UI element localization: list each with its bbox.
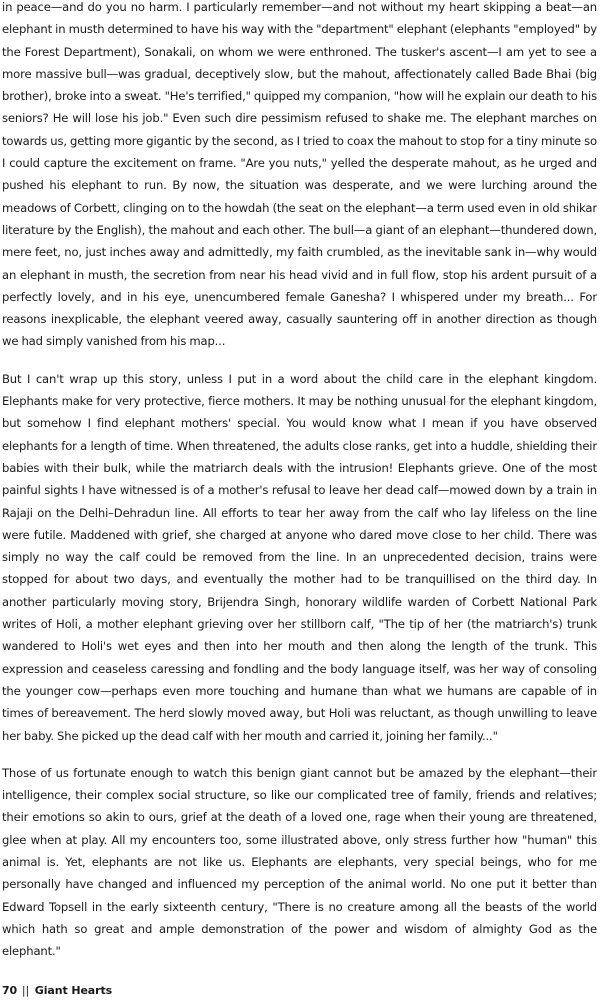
footer-separator: || xyxy=(21,984,30,997)
page-footer xyxy=(2,984,112,997)
body-paragraph-2: But I can't wrap up this story, unless I put in a word about the child care in the elephant kingdom. Elephants make for very protective, fierce mothers. It may be nothing unusual for the elephant kingdom, but somehow I find elephant mothers' special. You would know what I mean if you have observed elephants for a length of time. When threatened, the adults close ranks, get into a huddle, shielding their babies with their bulk, while the matriarch deals with the intrusion! Elephants grieve. One of the most painful sights I have witnessed is of a mother's refusal to leave her dead calf—mowed down by a train in Rajaji on the Delhi–Dehradun line. All efforts to tear her away from the calf who lay lifeless on the line were futile. Maddened with grief, she charged at anyone who dared move close to her child. There was simply no way the calf could be removed from the line. In an unprecedented decision, trains were stopped for about two days, and eventually the mother had to be tranquillised on the third day. In another particularly moving story, Brijendra Singh, honorary wildlife warden of Corbett National Park writes of Holi, a mother elephant grieving over her stillborn calf, "The tip of her (the matriarch's) trunk wandered to Holi's wet eyes and then into her mouth and then along the length of the trunk. This expression and ceaseless caressing and fondling and the body language itself, was her way of consoling the younger cow—perhaps even more touching and humane than what we humans are capable of in times of bereavement. The herd slowly moved away, but Holi was reluctant, as though unwilling to leave her baby. She picked up the dead calf with her mouth and carried it, joining her family..." xyxy=(2,371,597,743)
body-paragraph-3: Those of us fortunate enough to watch this benign giant cannot but be amazed by the elephant—their intelligence, their complex social structure, so like our complicated tree of family, friends and relatives; their emotions so akin to ours, grief at the death of a loved one, rage when their young are threatened, glee when at play. All my encounters too, some illustrated above, only stress further how "human" this animal is. Yet, elephants are not like us. Elephants are elephants, very special beings, who for me personally have changed and influenced my perception of the animal world. No one put it better than Edward Topsell in the early sixteenth century, "There is no creature among all the beasts of the world which hath so great and ample demonstration of the power and wisdom of almighty God as the elephant." xyxy=(2,765,597,959)
running-title: Giant Hearts xyxy=(34,984,113,997)
page-number: 70 xyxy=(2,984,18,997)
body-paragraph-1: in peace—and do you no harm. I particularly remember—and not without my heart skipping a beat—an elephant in musth determined to have his way with the "department" elephant (elephants "employed" by the Forest Department), Sonakali, on whom we were enthroned. The tusker's ascent—I am yet to see a more massive bull—was gradual, deceptively slow, but the mahout, affectionately called Bade Bhai (big brother), broke into a sweat. "He's terrified," quipped my companion, "how will he explain our death to his seniors? He will lose his job." Even such dire pessimism refused to shake me. The elephant marches on towards us, getting more gigantic by the second, as I tried to coax the mahout to stop for a tiny minute so I could capture the excitement on frame. "Are you nuts," yelled the desperate mahout, as he urged and pushed his elephant to run. By now, the situation was desperate, and we were lurching around the meadows of Corbett, clinging on to the howdah (the seat on the elephant—a term used even in old shikar literature by the English), the mahout and each other. The bull—a giant of an elephant—thundered down, mere feet, no, just inches away and admittedly, my faith crumbled, as the inevitable sank in—why would an elephant in musth, the secretion from near his head vivid and in full flow, stop his ardent pursuit of a perfectly lovely, and in his eye, unencumbered female Ganesha? I whispered under my breath... For reasons inexplicable, the elephant veered away, casually sauntering off in another direction as though we had simply vanished from his map... xyxy=(2,0,598,349)
